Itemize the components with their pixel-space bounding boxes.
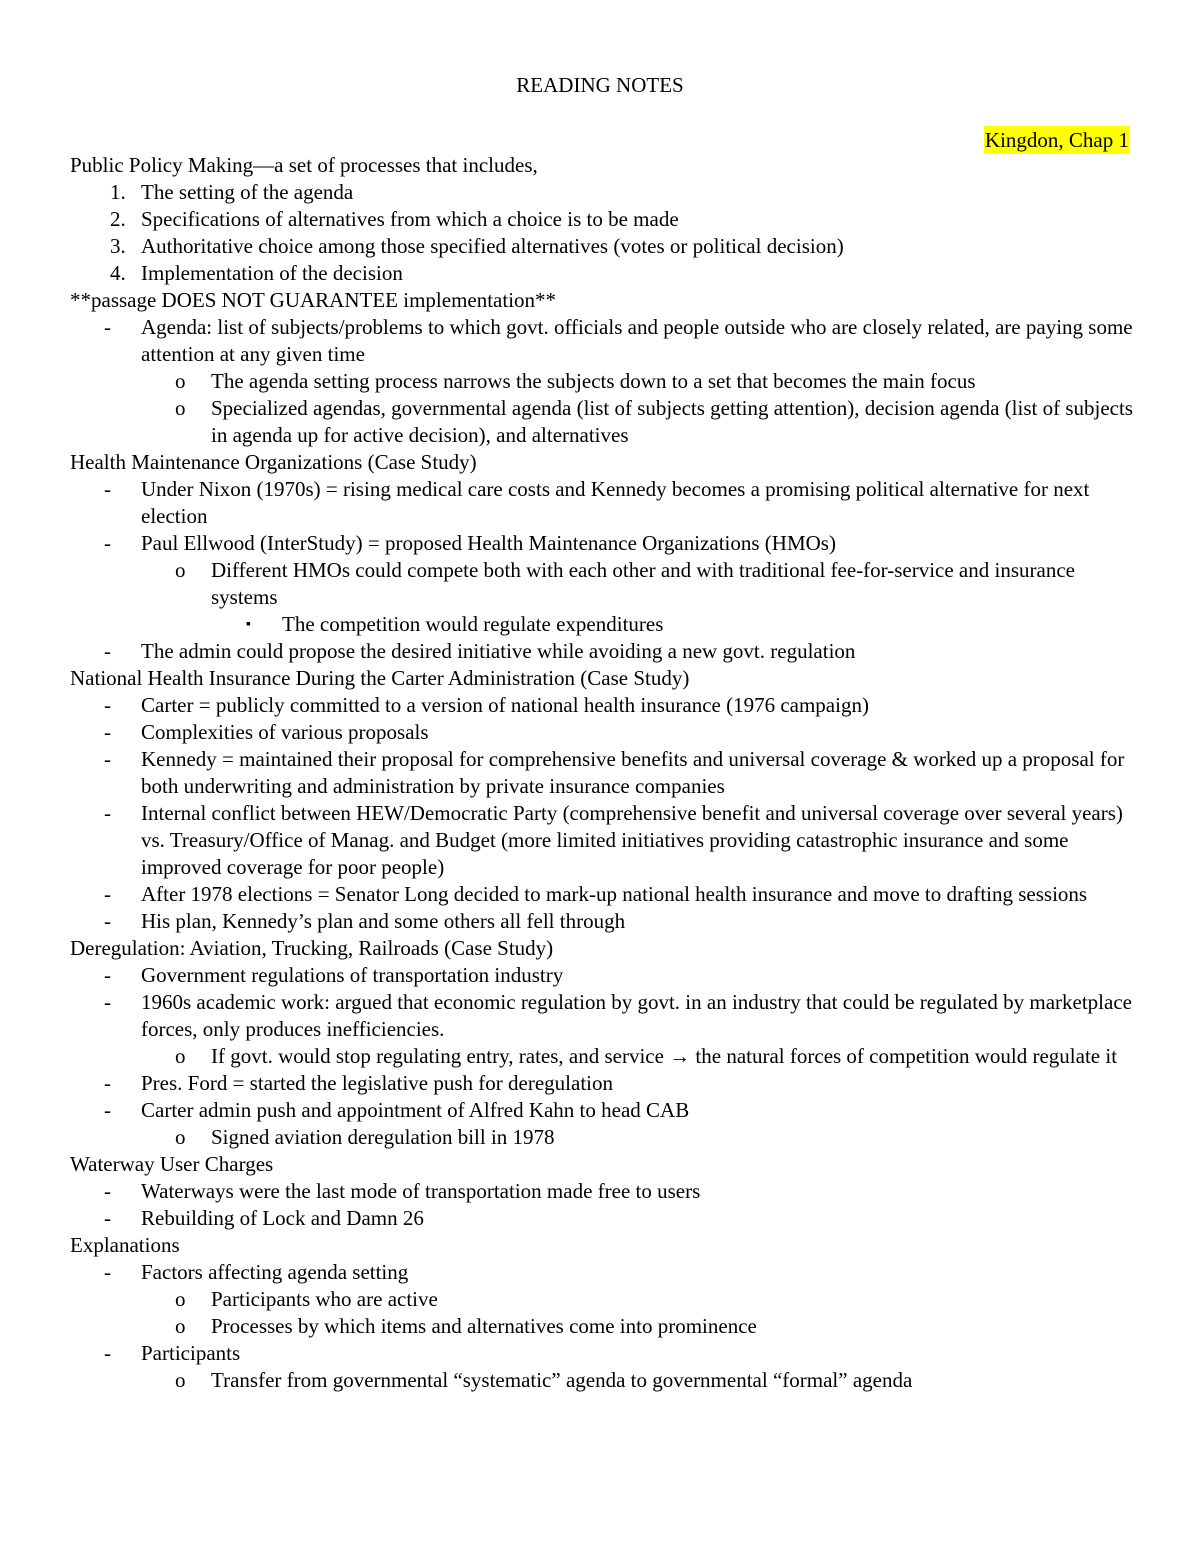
line-text: Implementation of the decision xyxy=(141,261,403,285)
section-heading xyxy=(70,449,1135,476)
list-marker: - xyxy=(104,720,111,744)
list-item xyxy=(70,557,1135,611)
line-text: Paul Ellwood (InterStudy) = proposed Health Maintenance Organizations (HMOs) xyxy=(141,531,836,555)
list-item xyxy=(70,368,1135,395)
list-marker: - xyxy=(104,1098,111,1122)
list-item xyxy=(70,476,1135,530)
line-text: Specialized agendas, governmental agenda (list of subjects getting attention), decision agenda (list of subjects in agenda up for active decision), and alternatives xyxy=(211,396,1133,447)
line-text: The agenda setting process narrows the subjects down to a set that becomes the main focus xyxy=(211,369,976,393)
section-heading xyxy=(70,935,1135,962)
list-item xyxy=(70,395,1135,449)
list-item xyxy=(70,530,1135,557)
line-text: Processes by which items and alternatives come into prominence xyxy=(211,1314,757,1338)
line-text: Carter = publicly committed to a version of national health insurance (1976 campaign) xyxy=(141,693,869,717)
list-item xyxy=(70,179,1135,206)
line-text: The setting of the agenda xyxy=(141,180,354,204)
line-text: Kennedy = maintained their proposal for comprehensive benefits and universal coverage & worked up a proposal for both underwriting and administration by private insurance companies xyxy=(141,747,1125,798)
line-text: Signed aviation deregulation bill in 1978 xyxy=(211,1125,555,1149)
list-marker: 4. xyxy=(110,261,126,285)
list-item xyxy=(70,233,1135,260)
list-marker: - xyxy=(104,693,111,717)
line-text: If govt. would stop regulating entry, rates, and service → the natural forces of competition would regulate it xyxy=(211,1044,1118,1068)
list-marker: - xyxy=(104,1260,111,1284)
page-title: READING NOTES xyxy=(516,73,684,97)
section-heading xyxy=(70,152,1135,179)
notes-body xyxy=(70,152,1135,1394)
list-item xyxy=(70,1124,1135,1151)
line-text: Participants who are active xyxy=(211,1287,438,1311)
list-item xyxy=(70,962,1135,989)
list-marker: - xyxy=(104,1071,111,1095)
list-marker: - xyxy=(104,639,111,663)
list-item xyxy=(70,908,1135,935)
line-text: Pres. Ford = started the legislative push for deregulation xyxy=(141,1071,613,1095)
line-text: National Health Insurance During the Carter Administration (Case Study) xyxy=(70,666,690,690)
line-text: Public Policy Making—a set of processes that includes, xyxy=(70,153,538,177)
list-item xyxy=(70,1286,1135,1313)
line-text: Rebuilding of Lock and Damn 26 xyxy=(141,1206,424,1230)
list-marker: - xyxy=(104,315,111,339)
list-marker: o xyxy=(175,1044,186,1068)
section-heading xyxy=(70,665,1135,692)
list-item xyxy=(70,800,1135,881)
list-marker: - xyxy=(104,801,111,825)
list-item xyxy=(70,746,1135,800)
section-heading xyxy=(70,1151,1135,1178)
list-item xyxy=(70,881,1135,908)
list-marker: - xyxy=(104,477,111,501)
line-text: Internal conflict between HEW/Democratic Party (comprehensive benefit and universal coverage over several years) vs. Treasury/Office of Manag. and Budget (more limited initiatives providing catastrophic insurance and some improved coverage for poor people) xyxy=(141,801,1123,879)
list-marker: o xyxy=(175,396,186,420)
line-text: Specifications of alternatives from which a choice is to be made xyxy=(141,207,679,231)
list-marker: - xyxy=(104,990,111,1014)
list-marker: - xyxy=(104,1341,111,1365)
list-item xyxy=(70,611,1135,638)
list-marker: o xyxy=(175,1125,186,1149)
list-item xyxy=(70,1205,1135,1232)
list-marker: - xyxy=(104,747,111,771)
line-text: Health Maintenance Organizations (Case Study) xyxy=(70,450,477,474)
line-text: Deregulation: Aviation, Trucking, Railroads (Case Study) xyxy=(70,936,554,960)
line-text: Carter admin push and appointment of Alfred Kahn to head CAB xyxy=(141,1098,690,1122)
list-item xyxy=(70,1043,1135,1070)
list-marker: 3. xyxy=(110,234,126,258)
line-text: His plan, Kennedy’s plan and some others all fell through xyxy=(141,909,626,933)
line-text: 1960s academic work: argued that economic regulation by govt. in an industry that could be regulated by marketplace forces, only produces inefficiencies. xyxy=(141,990,1132,1041)
line-text: Participants xyxy=(141,1341,241,1365)
section-heading xyxy=(70,1232,1135,1259)
line-text: Waterway User Charges xyxy=(70,1152,274,1176)
list-marker: - xyxy=(104,882,111,906)
list-marker: o xyxy=(175,1287,186,1311)
line-text: Different HMOs could compete both with each other and with traditional fee-for-service and insurance systems xyxy=(211,558,1075,609)
line-text: **passage DOES NOT GUARANTEE implementation** xyxy=(70,288,557,312)
list-item xyxy=(70,1340,1135,1367)
list-marker: - xyxy=(104,963,111,987)
line-text: Government regulations of transportation industry xyxy=(141,963,564,987)
chapter-tag: Kingdon, Chap 1 xyxy=(984,128,1129,152)
list-marker: o xyxy=(175,558,186,582)
list-item xyxy=(70,1367,1135,1394)
list-item xyxy=(70,260,1135,287)
list-marker: 1. xyxy=(110,180,126,204)
list-marker: - xyxy=(104,909,111,933)
line-text: Explanations xyxy=(70,1233,180,1257)
line-text: Factors affecting agenda setting xyxy=(141,1260,409,1284)
line-text: Transfer from governmental “systematic” agenda to governmental “formal” agenda xyxy=(211,1368,913,1392)
list-marker: - xyxy=(104,531,111,555)
line-text: After 1978 elections = Senator Long decided to mark-up national health insurance and move to drafting sessions xyxy=(141,882,1088,906)
list-marker: 2. xyxy=(110,207,126,231)
line-text: Waterways were the last mode of transportation made free to users xyxy=(141,1179,701,1203)
list-item xyxy=(70,638,1135,665)
list-item xyxy=(70,719,1135,746)
list-marker: - xyxy=(104,1179,111,1203)
section-heading xyxy=(70,287,1135,314)
list-item xyxy=(70,1070,1135,1097)
list-marker: o xyxy=(175,1368,186,1392)
list-item xyxy=(70,1259,1135,1286)
list-marker: - xyxy=(104,1206,111,1230)
line-text: Agenda: list of subjects/problems to which govt. officials and people outside who are closely related, are paying some attention at any given time xyxy=(141,315,1133,366)
line-text: The competition would regulate expenditures xyxy=(282,612,664,636)
list-item xyxy=(70,692,1135,719)
list-item xyxy=(70,314,1135,368)
list-item xyxy=(70,1097,1135,1124)
line-text: The admin could propose the desired initiative while avoiding a new govt. regulation xyxy=(141,639,856,663)
list-item xyxy=(70,206,1135,233)
list-item xyxy=(70,989,1135,1043)
line-text: Under Nixon (1970s) = rising medical care costs and Kennedy becomes a promising political alternative for next election xyxy=(141,477,1090,528)
line-text: Authoritative choice among those specified alternatives (votes or political decision) xyxy=(141,234,844,258)
list-item xyxy=(70,1178,1135,1205)
line-text: Complexities of various proposals xyxy=(141,720,429,744)
list-item xyxy=(70,1313,1135,1340)
list-marker: o xyxy=(175,369,186,393)
list-marker: ▪ xyxy=(246,617,251,632)
list-marker: o xyxy=(175,1314,186,1338)
